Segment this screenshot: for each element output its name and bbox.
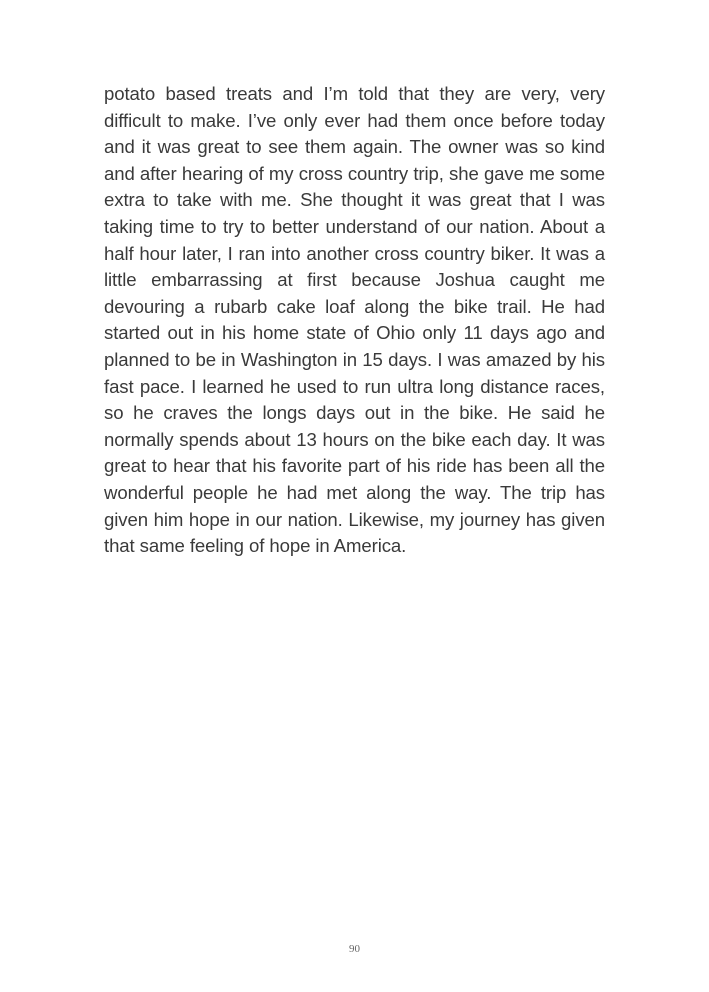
page-number: 90 — [349, 943, 360, 955]
body-paragraph: potato based treats and I’m told that they are very, very difficult to make. I’ve only ever had them once before today and it was great to see them again. The owner was so kind and after hearing of my cross country trip, she gave me some extra to take with me. She thought it was great that I was taking time to try to better understand of our nation. About a half hour later, I ran into another cross country biker. It was a little embarrassing at first because Joshua caught me devouring a rubarb cake loaf along the bike trail. He had started out in his home state of Ohio only 11 days ago and planned to be in Washington in 15 days. I was amazed by his fast pace. I learned he used to run ultra long distance races, so he craves the longs days out in the bike. He said he normally spends about 13 hours on the bike each day. It was great to hear that his favorite part of his ride has been all the wonderful people he had met along the way. The trip has given him hope in our nation. Likewise, my journey has given that same feeling of hope in America. — [104, 83, 605, 557]
